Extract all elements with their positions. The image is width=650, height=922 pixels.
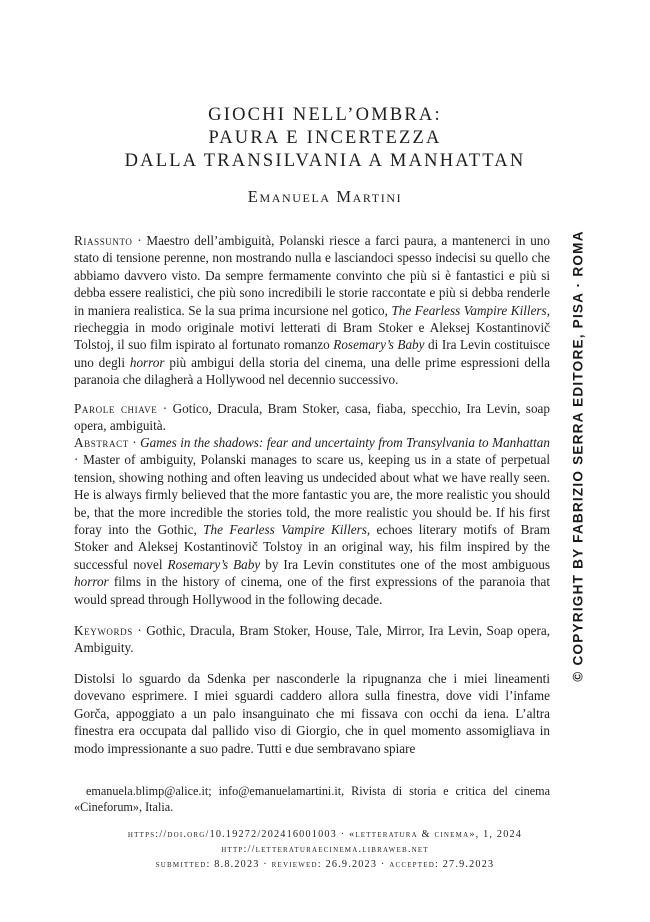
title-line-3: DALLA TRANSILVANIA A MANHATTAN: [124, 151, 526, 171]
abstract-separator-2: ·: [74, 452, 84, 468]
riassunto-genre: horror: [129, 354, 165, 370]
copyright-text: © COPYRIGHT BY FABRIZIO SERRA EDITORE, PISA · ROMA: [570, 230, 586, 682]
riassunto-text-1: Maestro dell’ambiguità, Polanski riesce a farci paura, a mantenerci in uno stato di tensione perenne, non mostrando nulla e lasciandoci spesso indecisi su quello che abbiamo davvero visto. Da sempre fermamente convinto che più si è fantastici e più si debba essere realistici, che più sono incredibili le storie raccontate e più si debba renderle in maniera realistica. Se la sua prima incursione nel gotico,: [74, 233, 550, 318]
submission-dates: submitted: 8.8.2023 · reviewed: 26.9.2023 · accepted: 27.9.2023: [155, 859, 495, 870]
parole-chiave-text: Gotico, Dracula, Bram Stoker, casa, fiaba, specchio, Ira Levin, soap opera, ambiguità.: [74, 401, 550, 434]
author-name: Emanuela Martini: [247, 187, 403, 206]
body-paragraph: Distolsi lo sguardo da Sdenka per nasconderle la ripugnanza che i miei lineamenti dovevano esprimere. I miei sguardi caddero allora sulla finestra, dove vidi l’infame Gorča, appoggiato a un palo insanguinato che mi fissava con occhi da iena. L’altra finestra era occupata dal pallido viso di Giorgio, che in quel momento assomigliava in modo impressionante a suo padre. Tutti e due sembravano spiare: [74, 671, 550, 756]
abstract-text-1: Master of ambiguity, Polanski manages to scare us, keeping us in a state of perpetual tension, showing nothing and often leaving us undecided about what we have really seen. He is always firmly believed that the more fantastic you are, the more realistic you should be, that the more incredible the stories told, the more realistic you should be. If his first foray into the Gothic,: [74, 452, 550, 538]
footnote: emanuela.blimp@alice.it; info@emanuelamartini.it, Rivista di storia e critica del cinema «Cineforum», Italia.: [74, 784, 550, 814]
abstract-text-2: , echoes literary motifs of Bram Stoker and Aleksej Kostantinovič Tolstoy in an original way, his film inspired by the successful novel: [74, 522, 550, 572]
riassunto-text-3: di Ira Levin costituisce uno degli: [74, 337, 550, 370]
parole-chiave-separator: ·: [157, 401, 173, 416]
riassunto-paragraph: [74, 232, 550, 389]
article-title: [0, 104, 650, 173]
keywords-separator: ·: [132, 623, 147, 638]
riassunto-text-4: più ambigui della storia del cinema, una delle prime espressioni della paranoia che dilagherà a Hollywood nel decennio successivo.: [74, 354, 550, 388]
keywords-paragraph: [74, 622, 550, 657]
abstract-separator: ·: [128, 435, 141, 450]
title-line-1: GIOCHI NELL’OMBRA:: [208, 105, 442, 125]
abstract-film-2: Rosemary’s Baby: [167, 556, 261, 572]
imprint: [0, 827, 650, 872]
parole-chiave-paragraph: [74, 400, 550, 435]
riassunto-text-2: , riecheggia in modo originale motivi letterati di Bram Stoker e Aleksej Kostantinovič Tolstoj, il suo film ispirato al fortunato romanzo: [74, 302, 550, 353]
keywords-text: Gothic, Dracula, Bram Stoker, House, Tale, Mirror, Ira Levin, Soap opera, Ambiguity.: [74, 623, 550, 656]
keywords-label: Keywords: [74, 623, 133, 638]
riassunto-film-2: Rosemary’s Baby: [333, 337, 425, 353]
abstract-genre: horror: [74, 574, 109, 590]
parole-chiave-label: Parole chiave: [74, 401, 158, 416]
journal-url: http://letteraturaecinema.libraweb.net: [221, 844, 429, 855]
abstract-film-1: The Fearless Vampire Killers: [203, 522, 367, 538]
abstract-label: Abstract: [74, 435, 129, 450]
riassunto-label: Riassunto: [74, 233, 133, 248]
abstract-paragraph: [74, 434, 550, 608]
riassunto-separator: ·: [132, 233, 147, 248]
title-line-2: PAURA E INCERTEZZA: [208, 128, 442, 148]
abstract-text-4: films in the history of cinema, one of the first expressions of the paranoia that would spread through Hollywood in the following decade.: [74, 574, 550, 607]
abstract-english-title: Games in the shadows: fear and uncertainty from Transylvania to Manhattan: [140, 435, 550, 450]
riassunto-film-1: The Fearless Vampire Killers: [391, 302, 547, 318]
abstract-text-3: by Ira Levin constitutes one of the most ambiguous: [260, 556, 550, 572]
doi-line: https://doi.org/10.19272/202416001003 · «letteratura & cinema», 1, 2024: [127, 829, 523, 840]
